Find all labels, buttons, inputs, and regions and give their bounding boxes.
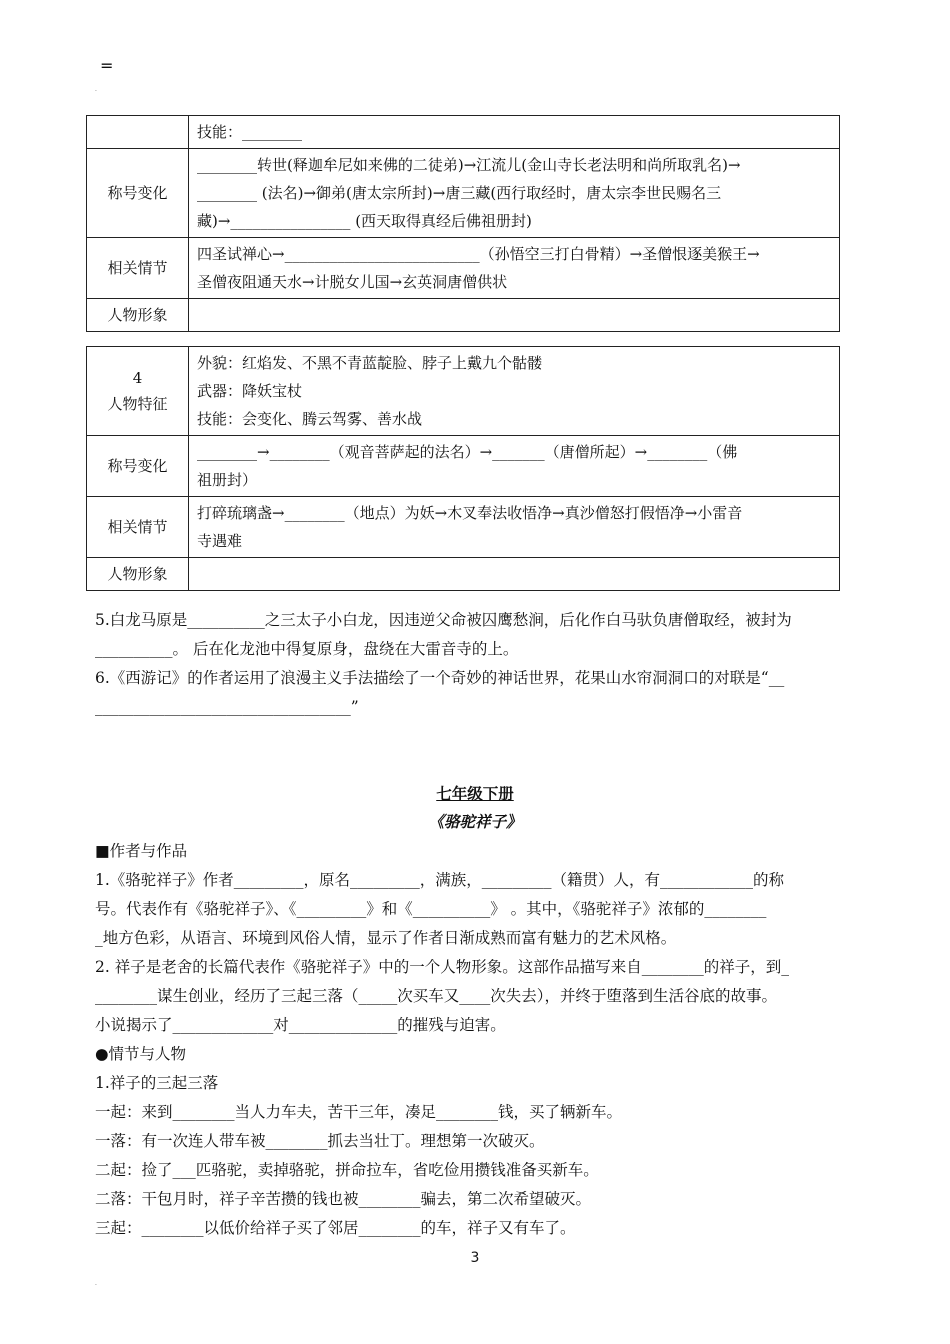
plot-cell [189,238,840,299]
question-6 [95,664,850,722]
title-line-3: 藏)→________________ (西天取得真经后佛祖册封) [197,212,532,230]
body-line: 小说揭示了_____________对______________的摧残与迫害。 [95,1016,506,1034]
title-change-label: 称号变化 [87,149,189,238]
section-title: 七年级下册 [436,784,514,803]
title-line-1: ________→________（观音菩萨起的法名）→_______（唐僧所起）→________（佛 [197,443,738,461]
empty-label-cell [87,116,189,149]
q6-line-2: _________________________________” [95,698,359,716]
plot-cell [189,497,840,558]
body-text [95,837,850,1243]
question-5 [95,606,850,664]
heading-plot-characters: ●情节与人物 [95,1045,187,1063]
body-line: 号。代表作有《骆驼祥子》、《_________》和《__________》 。其中，《骆驼祥子》浓郁的________ [95,900,767,918]
feature-label-text: 人物特征 [107,395,168,413]
title-change-label: 称号变化 [87,436,189,497]
body-line: _地方色彩，从语言、环境到风俗人情，显示了作者日渐成熟而富有魅力的艺术风格。 [95,929,677,947]
feature-line-2: 武器：降妖宝杖 [197,382,303,400]
body-line: 二起：捡了___匹骆驼，卖掉骆驼，拼命拉车，省吃俭用攒钱准备买新车。 [95,1161,599,1179]
q6-line-1: 6.《西游记》的作者运用了浪漫主义手法描绘了一个奇妙的神话世界，花果山水帘洞洞口的对联是“__ [95,669,785,687]
feature-cell [189,347,840,436]
body-line: 三起：________以低价给祥子买了邻居________的车，祥子又有车了。 [95,1219,576,1237]
title-line-2: ________ (法名)→御弟(唐太宗所封)→唐三藏(西行取经时，唐太宗李世民赐名三 [197,184,722,202]
title-change-cell [189,149,840,238]
q5-line-1: 5.白龙马原是__________之三太子小白龙，因违逆父命被囚鹰愁涧，后化作白马驮负唐僧取经，被封为 [95,611,792,629]
feature-label-number: 4 [132,369,143,387]
body-line: 一落：有一次连人带车被________抓去当壮丁。理想第一次破灭。 [95,1132,545,1150]
footnote-dot-bottom: . [95,1280,97,1287]
plot-label: 相关情节 [87,497,189,558]
plot-line-1: 打碎琉璃盏→________（地点）为妖→木叉奉法收悟净→真沙僧怒打假悟净→小雷音 [197,504,743,522]
page-number: 3 [470,1250,480,1266]
skill-cell [189,116,840,149]
plot-line-2: 寺遇难 [197,532,243,550]
feature-label [87,347,189,436]
body-line: 一起：来到________当人力车夫，苦干三年，凑足________钱，买了辆新车。 [95,1103,623,1121]
image-cell [189,299,840,332]
plot-line-2: 圣僧夜阻通天水→计脱女儿国→玄英洞唐僧供状 [197,273,508,291]
title-line-2: 祖册封） [197,471,258,489]
plot-label: 相关情节 [87,238,189,299]
book-title: 《骆驼祥子》 [428,812,522,831]
image-cell [189,558,840,591]
title-line-1: ________转世(释迦牟尼如来佛的二徒弟)→江流儿(金山寺长老法明和尚所取乳名)→ [197,156,741,174]
body-line: 1.祥子的三起三落 [95,1074,219,1092]
body-line: 二落：干包月时，祥子辛苦攒的钱也被________骗去，第二次希望破灭。 [95,1190,592,1208]
body-line: 1.《骆驼祥子》作者_________，原名_________，满族，_________（籍贯）人，有____________的称 [95,871,785,889]
equals-symbol: = [100,56,114,75]
footnote-dot-top: . [95,86,97,93]
title-change-cell [189,436,840,497]
image-label: 人物形象 [87,299,189,332]
heading-author-works: ■作者与作品 [95,842,188,860]
q5-line-2: __________。 后在化龙池中得复原身，盘绕在大雷音寺的上。 [95,640,519,658]
character-table-3 [86,115,840,332]
body-line: 2. 祥子是老舍的长篇代表作《骆驼祥子》中的一个人物形象。这部作品描写来自________的祥子，到_ [95,958,789,976]
skill-text: 技能：________ [197,123,303,141]
character-table-4 [86,346,840,591]
plot-line-1: 四圣试禅心→__________________________（孙悟空三打白骨精）→圣僧恨逐美猴王→ [197,245,760,263]
image-label: 人物形象 [87,558,189,591]
body-line: ________谋生创业，经历了三起三落（_____次买车又____次失去），并终于堕落到生活谷底的故事。 [95,987,778,1005]
feature-line-3: 技能：会变化、腾云驾雾、善水战 [197,410,423,428]
feature-line-1: 外貌：红焰发、不黑不青蓝靛脸、脖子上戴九个骷髅 [197,354,543,372]
